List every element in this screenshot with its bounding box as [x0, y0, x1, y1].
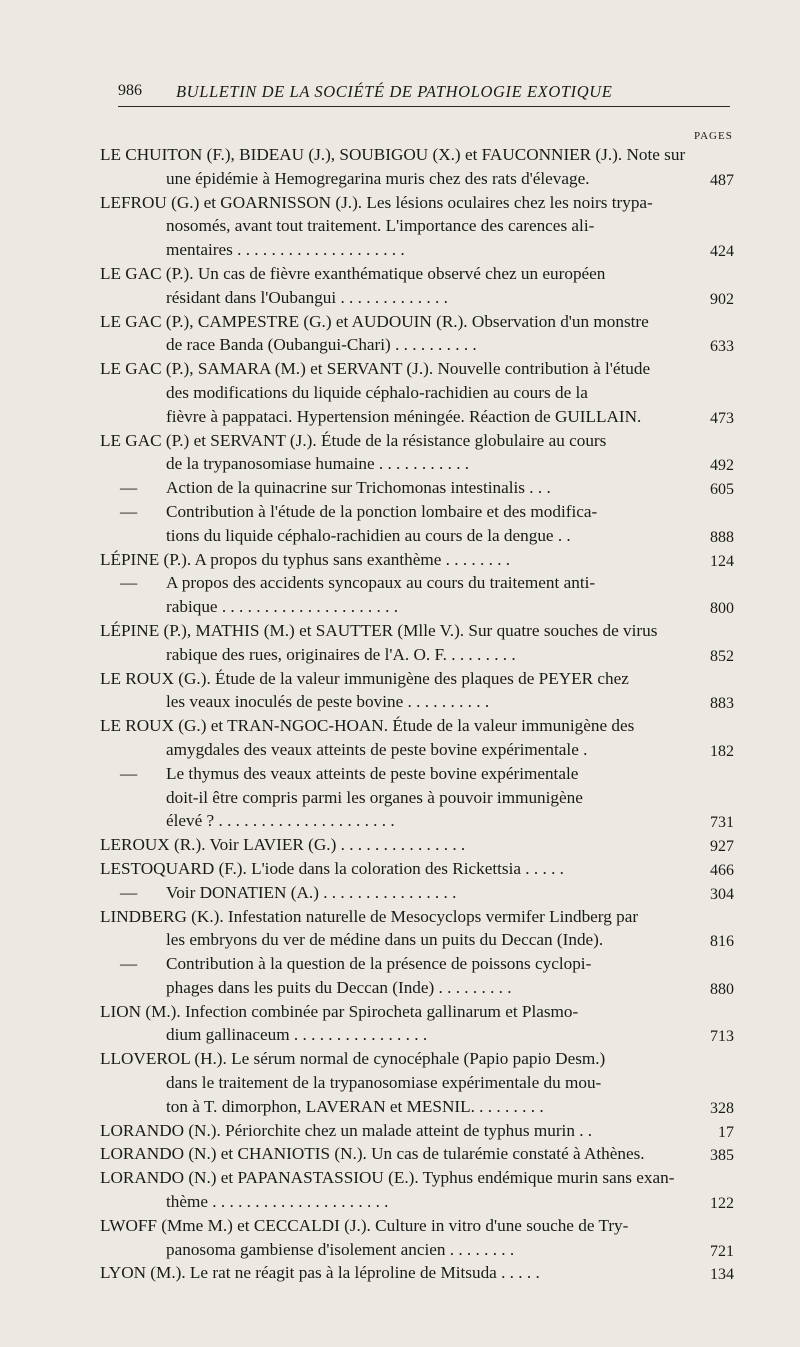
repeat-author-dash: —: [120, 763, 138, 783]
entry-line: dium gallinaceum . . . . . . . . . . . . . . . .: [166, 1025, 428, 1045]
index-entry: [100, 1214, 740, 1262]
page-reference: 473: [710, 409, 734, 427]
index-entry: [100, 714, 740, 762]
index-entry: [100, 262, 740, 310]
entry-line: panosoma gambiense d'isolement ancien . . . . . . . .: [166, 1239, 515, 1259]
index-entry: [100, 1261, 740, 1285]
entry-line: LESTOQUARD (F.). L'iode dans la coloration des Rickettsia . . . . .: [100, 858, 564, 878]
entry-line: LE GAC (P.), SAMARA (M.) et SERVANT (J.). Nouvelle contribution à l'étude: [100, 359, 651, 379]
index-entry: [100, 548, 740, 572]
index-entry: [100, 191, 740, 262]
entry-line: de race Banda (Oubangui-Chari) . . . . . . . . . .: [166, 335, 477, 355]
index-entry: [100, 667, 740, 715]
entry-line: fièvre à pappataci. Hypertension méningée. Réaction de GUILLAIN.: [166, 406, 642, 426]
page-reference: 883: [710, 695, 734, 713]
entry-line: dans le traitement de la trypanosomiase expérimentale du mou-: [166, 1073, 602, 1093]
entry-line: LINDBERG (K.). Infestation naturelle de Mesocyclops vermifer Lindberg par: [100, 906, 639, 926]
index-entry: [100, 571, 740, 619]
entry-line: LORANDO (N.) et PAPANASTASSIOU (E.). Typhus endémique murin sans exan-: [100, 1168, 675, 1188]
entry-line: — Le thymus des veaux atteints de peste bovine expérimentale: [100, 762, 700, 786]
entry-line: résidant dans l'Oubangui . . . . . . . . . . . . .: [166, 287, 448, 307]
repeat-author-dash: —: [120, 501, 138, 521]
page-reference: 713: [710, 1028, 734, 1046]
repeat-author-dash: —: [120, 573, 138, 593]
entry-line: les veaux inoculés de peste bovine . . . . . . . . . .: [166, 692, 490, 712]
page-reference: 888: [710, 528, 734, 546]
page-reference: 902: [710, 290, 734, 308]
page-reference: 487: [710, 171, 734, 189]
entry-line: élevé ? . . . . . . . . . . . . . . . . . . . . .: [166, 811, 395, 831]
page-reference: 134: [710, 1266, 734, 1284]
page-reference: 304: [710, 885, 734, 903]
entry-line: LEFROU (G.) et GOARNISSON (J.). Les lésions oculaires chez les noirs trypa-: [100, 192, 653, 212]
entry-line: phages dans les puits du Deccan (Inde) . . . . . . . . .: [166, 977, 512, 997]
page-reference: 182: [710, 742, 734, 760]
entry-line: LEROUX (R.). Voir LAVIER (G.) . . . . . . . . . . . . . . .: [100, 835, 466, 855]
page-reference: 328: [710, 1099, 734, 1117]
entry-line: LE CHUITON (F.), BIDEAU (J.), SOUBIGOU (X.) et FAUCONNIER (J.). Note sur: [100, 145, 686, 164]
index-entry: [100, 476, 740, 500]
entry-line: — Contribution à la question de la présence de poissons cyclopi-: [100, 952, 700, 976]
entry-line: LE ROUX (G.) et TRAN-NGOC-HOAN. Étude de la valeur immunigène des: [100, 716, 635, 736]
index-entry: [100, 833, 740, 857]
entry-line: LORANDO (N.) et CHANIOTIS (N.). Un cas de tularémie constaté à Athènes.: [100, 1144, 645, 1164]
index-entry: [100, 429, 740, 477]
entry-line: LION (M.). Infection combinée par Spirocheta gallinarum et Plasmo-: [100, 1001, 579, 1021]
index-entry: [100, 1047, 740, 1118]
page-header: [118, 78, 730, 107]
entry-line: LLOVEROL (H.). Le sérum normal de cynocéphale (Papio papio Desm.): [100, 1049, 606, 1069]
entry-line: — Contribution à l'étude de la ponction lombaire et des modifica-: [100, 500, 700, 524]
pages-column-label: PAGES: [694, 130, 733, 142]
page-reference: 605: [710, 481, 734, 499]
index-entry: [100, 619, 740, 667]
entry-line: doit-il être compris parmi les organes à pouvoir immunigène: [166, 787, 583, 807]
index-entry: [100, 310, 740, 358]
index-entry: [100, 357, 740, 428]
page-reference: 633: [710, 338, 734, 356]
entry-line: de la trypanosomiase humaine . . . . . . . . . . .: [166, 454, 470, 474]
entry-line: les embryons du ver de médine dans un puits du Deccan (Inde).: [166, 930, 604, 950]
page-reference: 721: [710, 1242, 734, 1260]
repeat-author-dash: —: [120, 882, 138, 902]
page-reference: 17: [718, 1123, 734, 1141]
repeat-author-dash: —: [120, 954, 138, 974]
entry-line: LE ROUX (G.). Étude de la valeur immunigène des plaques de PEYER chez: [100, 668, 629, 688]
page-reference: 927: [710, 838, 734, 856]
entry-line: des modifications du liquide céphalo-rachidien au cours de la: [166, 382, 588, 402]
entry-line: LE GAC (P.), CAMPESTRE (G.) et AUDOUIN (R.). Observation d'un monstre: [100, 311, 649, 331]
index-entry: [100, 143, 740, 191]
entry-line: amygdales des veaux atteints de peste bovine expérimentale .: [166, 739, 588, 759]
entry-line: rabique des rues, originaires de l'A. O. F. . . . . . . . .: [166, 644, 516, 664]
entry-line: LORANDO (N.). Périorchite chez un malade atteint de typhus murin . .: [100, 1120, 593, 1140]
entry-line: LE GAC (P.). Un cas de fièvre exanthématique observé chez un européen: [100, 263, 606, 283]
entry-line: — A propos des accidents syncopaux au cours du traitement anti-: [100, 571, 700, 595]
entry-line: LÉPINE (P.). A propos du typhus sans exanthème . . . . . . . .: [100, 549, 511, 569]
page-reference: 852: [710, 647, 734, 665]
entry-line: LE GAC (P.) et SERVANT (J.). Étude de la résistance globulaire au cours: [100, 430, 607, 450]
page-reference: 124: [710, 552, 734, 570]
page-reference: 800: [710, 600, 734, 618]
index-entries: [100, 143, 740, 1285]
entry-line: mentaires . . . . . . . . . . . . . . . . . . . .: [166, 240, 405, 260]
page-reference: 466: [710, 861, 734, 879]
repeat-author-dash: —: [120, 478, 138, 498]
page-reference: 731: [710, 814, 734, 832]
page-reference: 816: [710, 933, 734, 951]
index-entry: [100, 857, 740, 881]
entry-line: LYON (M.). Le rat ne réagit pas à la léproline de Mitsuda . . . . .: [100, 1263, 540, 1283]
running-title: BULLETIN DE LA SOCIÉTÉ DE PATHOLOGIE EXOTIQUE: [176, 82, 613, 101]
entry-line: tions du liquide céphalo-rachidien au cours de la dengue . .: [166, 525, 571, 545]
index-entry: [100, 881, 740, 905]
index-entry: [100, 1142, 740, 1166]
page-reference: 385: [710, 1147, 734, 1165]
index-entry: [100, 762, 740, 833]
entry-line: thème . . . . . . . . . . . . . . . . . . . . .: [166, 1192, 389, 1212]
page-reference: 492: [710, 457, 734, 475]
entry-line: — Action de la quinacrine sur Trichomonas intestinalis . . .: [100, 476, 700, 500]
index-entry: [100, 500, 740, 548]
entry-line: LWOFF (Mme M.) et CECCALDI (J.). Culture in vitro d'une souche de Try-: [100, 1215, 629, 1235]
index-entry: [100, 1119, 740, 1143]
index-entry: [100, 1166, 740, 1214]
entry-line: rabique . . . . . . . . . . . . . . . . . . . . .: [166, 597, 399, 617]
entry-line: LÉPINE (P.), MATHIS (M.) et SAUTTER (Mlle V.). Sur quatre souches de virus: [100, 620, 658, 640]
entry-line: — Voir DONATIEN (A.) . . . . . . . . . . . . . . . .: [100, 881, 700, 905]
index-entry: [100, 905, 740, 953]
index-entry: [100, 952, 740, 1000]
entry-line: une épidémie à Hemogregarina muris chez des rats d'élevage.: [166, 168, 590, 188]
page-number: 986: [118, 82, 142, 99]
entry-line: ton à T. dimorphon, LAVERAN et MESNIL. . . . . . . . .: [166, 1096, 544, 1116]
entry-line: nosomés, avant tout traitement. L'importance des carences ali-: [166, 216, 595, 236]
page-reference: 122: [710, 1195, 734, 1213]
index-entry: [100, 1000, 740, 1048]
page-reference: 880: [710, 980, 734, 998]
page-reference: 424: [710, 243, 734, 261]
